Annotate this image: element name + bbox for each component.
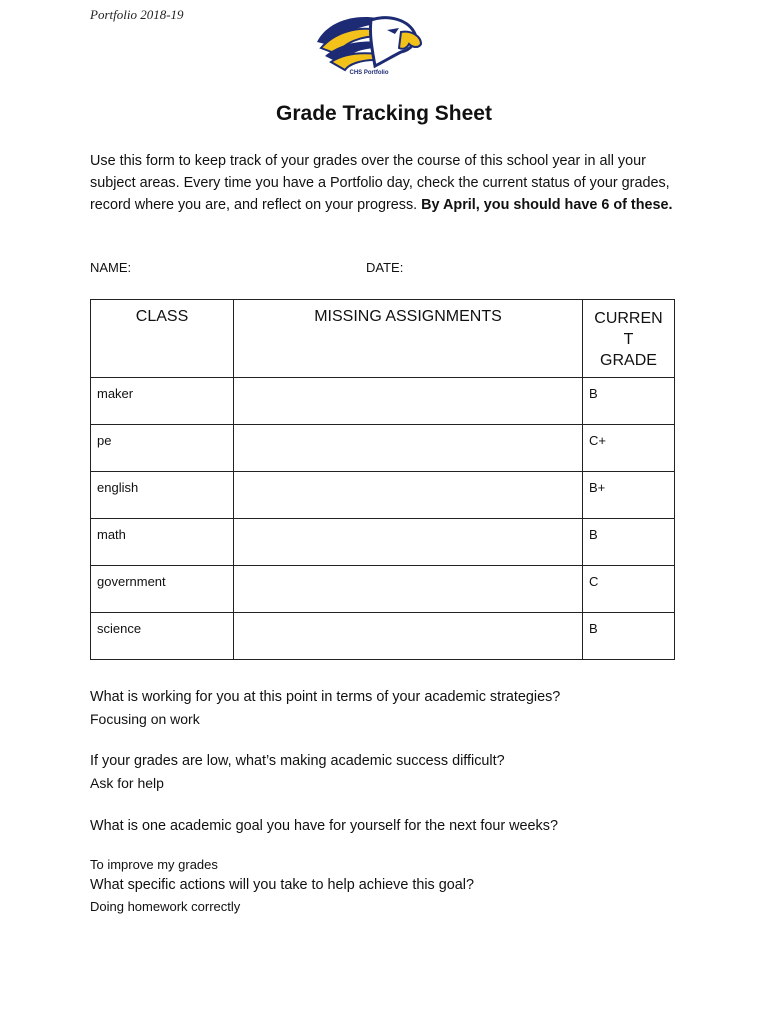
grade-table bbox=[90, 299, 675, 660]
question-difficulty: If your grades are low, what’s making academic success difficult? bbox=[90, 753, 505, 769]
missing-cell bbox=[234, 613, 583, 660]
table-row bbox=[91, 613, 675, 660]
header-grade-line: GRADE bbox=[600, 352, 657, 369]
grade-cell: B bbox=[583, 519, 675, 566]
class-cell: math bbox=[91, 519, 234, 566]
answer-strategies: Focusing on work bbox=[90, 711, 200, 727]
class-cell: pe bbox=[91, 425, 234, 472]
intro-bold-text: By April, you should have 6 of these. bbox=[421, 196, 673, 213]
grade-cell: C+ bbox=[583, 425, 675, 472]
grade-cell: B bbox=[583, 378, 675, 425]
intro-paragraph bbox=[90, 151, 690, 216]
class-cell: english bbox=[91, 472, 234, 519]
class-cell: maker bbox=[91, 378, 234, 425]
class-cell: government bbox=[91, 566, 234, 613]
intro-text: Use this form to keep track of your grades over the course of this school year in all your subject areas. Every time you have a Portfolio day, check the current status of your grades, record where you are, and reflect on your progress. bbox=[90, 153, 670, 213]
missing-cell bbox=[234, 378, 583, 425]
answer-actions: Doing homework correctly bbox=[90, 899, 241, 914]
date-field-label: DATE: bbox=[366, 260, 404, 275]
missing-cell bbox=[234, 519, 583, 566]
grade-cell: B bbox=[583, 613, 675, 660]
missing-cell bbox=[234, 425, 583, 472]
table-row bbox=[91, 425, 675, 472]
grade-cell: C bbox=[583, 566, 675, 613]
logo-caption: CHS Portfolio bbox=[349, 70, 389, 76]
header-current-grade bbox=[583, 300, 675, 378]
question-actions: What specific actions will you take to help achieve this goal? bbox=[90, 877, 474, 893]
grade-cell: B+ bbox=[583, 472, 675, 519]
header-missing-assignments: MISSING ASSIGNMENTS bbox=[234, 300, 583, 378]
missing-cell bbox=[234, 566, 583, 613]
table-header-row bbox=[91, 300, 675, 378]
portfolio-header-note: Portfolio 2018-19 bbox=[90, 7, 184, 22]
table-row bbox=[91, 472, 675, 519]
table-row bbox=[91, 378, 675, 425]
header-grade-line: T bbox=[623, 331, 634, 348]
table-row bbox=[91, 519, 675, 566]
header-grade-line: CURREN bbox=[594, 310, 663, 327]
missing-cell bbox=[234, 472, 583, 519]
question-goal: What is one academic goal you have for yourself for the next four weeks? bbox=[90, 818, 558, 834]
class-cell: science bbox=[91, 613, 234, 660]
question-strategies: What is working for you at this point in terms of your academic strategies? bbox=[90, 689, 561, 705]
header-class: CLASS bbox=[91, 300, 234, 378]
page-title: Grade Tracking Sheet bbox=[276, 102, 492, 125]
name-field-label: NAME: bbox=[90, 260, 132, 275]
answer-goal: To improve my grades bbox=[90, 857, 218, 872]
answer-difficulty: Ask for help bbox=[90, 775, 164, 791]
table-row bbox=[91, 566, 675, 613]
